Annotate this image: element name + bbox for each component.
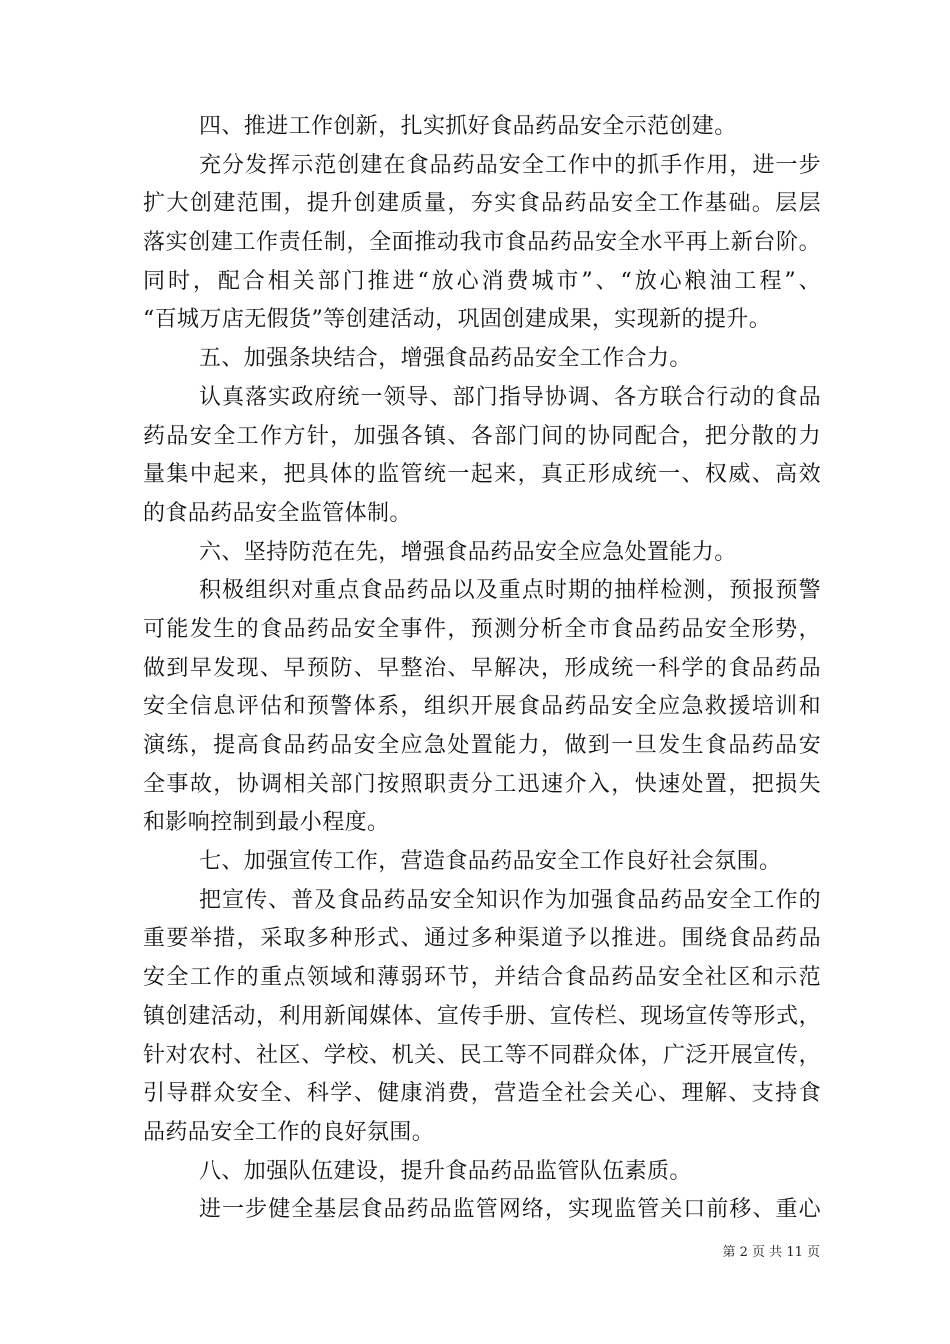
paragraph-line: 药品安全工作方针，加强各镇、各部门间的协同配合，把分散的力 [143, 423, 821, 449]
paragraph-line: 把宣传、普及食品药品安全知识作为加强食品药品安全工作的 [199, 887, 821, 913]
paragraph-line: 扩大创建范围，提升创建质量，夯实食品药品安全工作基础。层层 [143, 191, 821, 217]
heading-section-4: 四、推进工作创新，扎实抓好食品药品安全示范创建。 [199, 114, 737, 139]
heading-section-6: 六、坚持防范在先，增强食品药品安全应急处置能力。 [199, 539, 737, 565]
paragraph-line: 可能发生的食品药品安全事件，预测分析全市食品药品安全形势， [143, 616, 821, 642]
paragraph-line: 重要举措，采取多种形式、通过多种渠道予以推进。围绕食品药品 [143, 926, 821, 952]
paragraph-line: 充分发挥示范创建在食品药品安全工作中的抓手作用，进一步 [199, 152, 821, 178]
document-body [143, 108, 821, 1230]
paragraph-line: “百城万店无假货”等创建活动，巩固创建成果，实现新的提升。 [143, 307, 772, 333]
heading-section-5: 五、加强条块结合，增强食品药品安全工作合力。 [199, 346, 692, 372]
page-number-footer: 第 2 页 共 11 页 [722, 1245, 820, 1260]
paragraph-line: 安全工作的重点领域和薄弱环节，并结合食品药品安全社区和示范 [143, 965, 821, 991]
paragraph-line: 积极组织对重点食品药品以及重点时期的抽样检测，预报预警 [199, 578, 821, 604]
paragraph-line: 演练，提高食品药品安全应急处置能力，做到一旦发生食品药品安 [143, 733, 821, 758]
paragraph-line: 安全信息评估和预警体系，组织开展食品药品安全应急救援培训和 [143, 694, 821, 720]
paragraph-line: 针对农村、社区、学校、机关、民工等不同群众体，广泛开展宣传， [143, 1042, 821, 1068]
paragraph-line: 品药品安全工作的良好氛围。 [143, 1119, 435, 1145]
paragraph-line: 认真落实政府统一领导、部门指导协调、各方联合行动的食品 [199, 384, 821, 410]
paragraph-line: 落实创建工作责任制，全面推动我市食品药品安全水平再上新台阶。 [143, 230, 821, 256]
heading-section-8: 八、加强队伍建设，提升食品药品监管队伍素质。 [199, 1158, 692, 1184]
paragraph-line: 引导群众安全、科学、健康消费，营造全社会关心、理解、支持食 [143, 1081, 821, 1107]
heading-section-7: 七、加强宣传工作，营造食品药品安全工作良好社会氛围。 [199, 849, 782, 875]
paragraph-line: 全事故，协调相关部门按照职责分工迅速介入，快速处置，把损失 [143, 771, 821, 797]
paragraph-line: 和影响控制到最小程度。 [143, 810, 390, 836]
paragraph-line: 量集中起来，把具体的监管统一起来，真正形成统一、权威、高效 [143, 462, 821, 488]
paragraph-line: 的食品药品安全监管体制。 [143, 500, 412, 526]
paragraph-line: 做到早发现、早预防、早整治、早解决，形成统一科学的食品药品 [143, 655, 821, 681]
paragraph-line: 进一步健全基层食品药品监管网络，实现监管关口前移、重心 [199, 1197, 821, 1223]
paragraph-line: 镇创建活动，利用新闻媒体、宣传手册、宣传栏、现场宣传等形式， [143, 1003, 821, 1029]
paragraph-line: 同时，配合相关部门推进“放心消费城市”、“放心粮油工程”、 [143, 268, 821, 294]
